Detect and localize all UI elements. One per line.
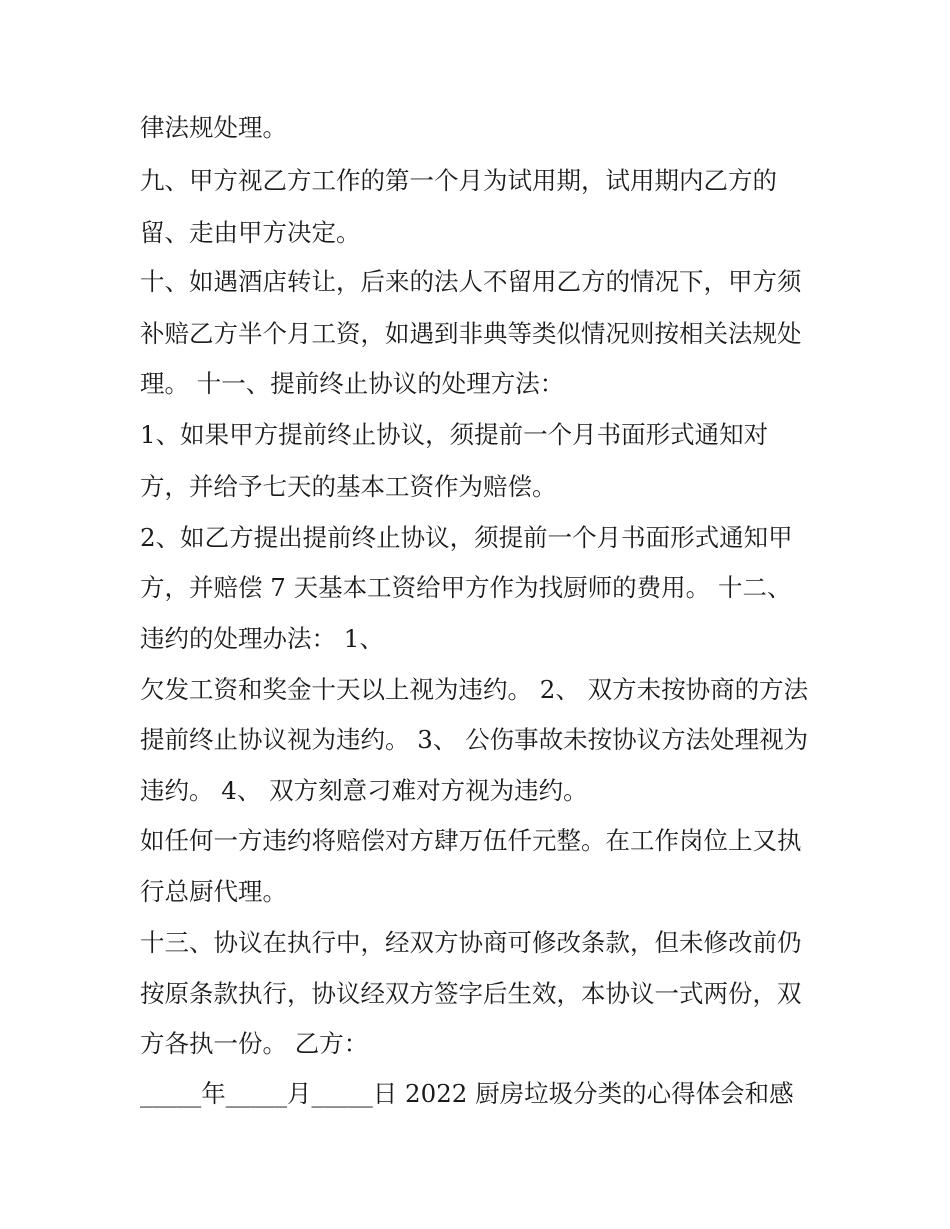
- text-line: 方，并给予七天的基本工资作为赔偿。: [140, 472, 557, 501]
- text-line: 律法规处理。: [140, 113, 287, 142]
- text-line: 方各执一份。 乙方：: [140, 1029, 369, 1058]
- text-line: 提前终止协议视为违约。 3、 公伤事故未按协议方法处理视为: [140, 725, 809, 754]
- text-line: 欠发工资和奖金十天以上视为违约。 2、 双方未按协商的方法: [140, 675, 809, 704]
- text-line: 理。 十一、提前终止协议的处理方法：: [140, 369, 565, 398]
- text-line: 九、甲方视乙方工作的第一个月为试用期，试用期内乙方的: [140, 166, 777, 195]
- text-line: 十、如遇酒店转让，后来的法人不留用乙方的情况下，甲方须: [140, 267, 802, 296]
- text-line: 1、如果甲方提前终止协议，须提前一个月书面形式通知对: [140, 420, 769, 449]
- text-line: 违约的处理办法： 1、: [140, 624, 384, 653]
- text-line: 留、走由甲方决定。: [140, 218, 361, 247]
- text-line: 方，并赔偿 7 天基本工资给甲方作为找厨师的费用。 十二、: [140, 573, 792, 602]
- text-line: 行总厨代理。: [140, 877, 287, 906]
- text-line: 如任何一方违约将赔偿对方肆万伍仟元整。在工作岗位上又执: [140, 826, 802, 855]
- text-line: 十三、协议在执行中，经双方协商可修改条款，但未修改前仍: [140, 928, 802, 957]
- text-line: 补赔乙方半个月工资，如遇到非典等类似情况则按相关法规处: [140, 319, 802, 348]
- text-line: 违约。 4、 双方刻意刁难对方视为违约。: [140, 776, 588, 805]
- text-line: _____年_____月_____日 2022 厨房垃圾分类的心得体会和感: [140, 1079, 794, 1108]
- text-line: 2、如乙方提出提前终止协议，须提前一个月书面形式通知甲: [140, 523, 793, 552]
- text-line: 按原条款执行，协议经双方签字后生效，本协议一式两份，双: [140, 979, 802, 1008]
